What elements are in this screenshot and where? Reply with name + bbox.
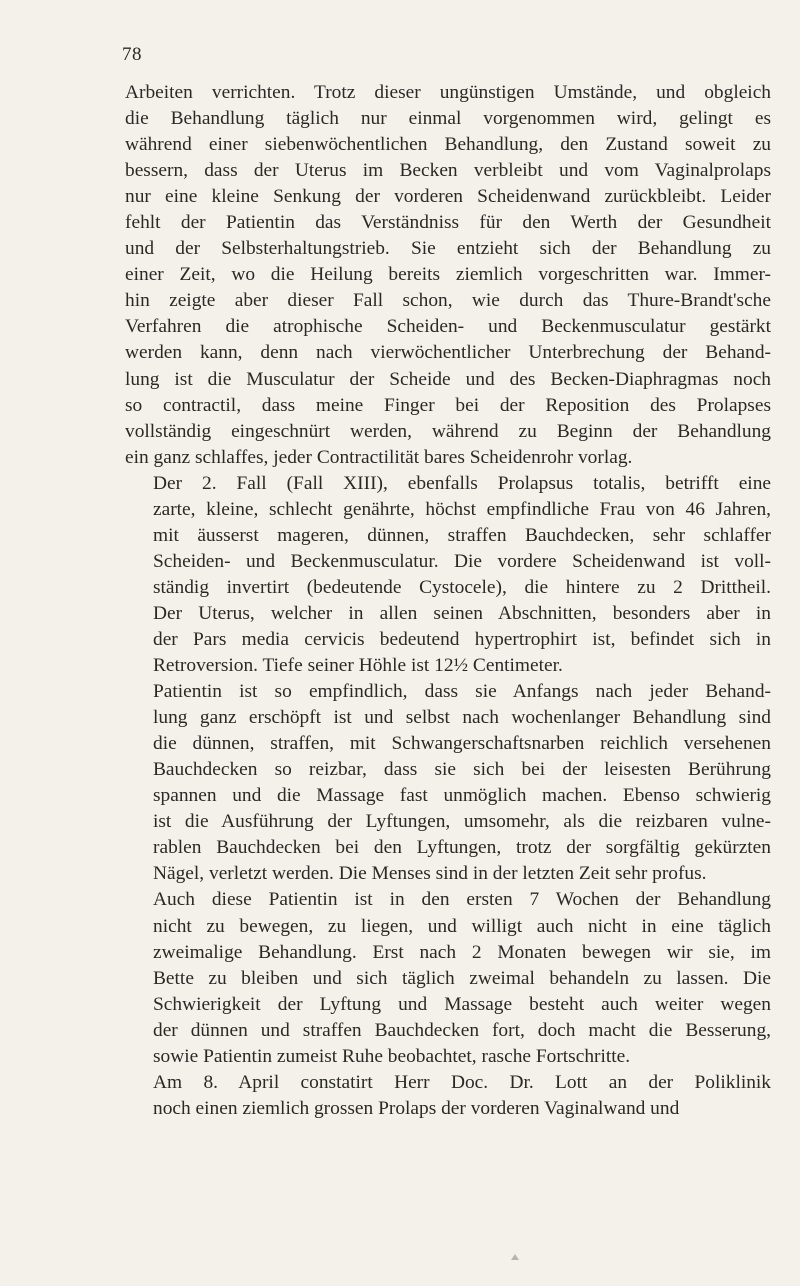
text-line: Retroversion. Tiefe seiner Höhle ist 12½ Centimeter.	[153, 655, 563, 677]
text-line: nur eine kleine Senkung der vorderen Scheidenwand zurückbleibt. Leider	[125, 186, 771, 208]
text-line: noch einen ziemlich grossen Prolaps der vorderen Vaginalwand und	[153, 1097, 680, 1119]
text-line: zweimalige Behandlung. Erst nach 2 Monaten bewegen wir sie, im	[153, 941, 771, 963]
text-line: Auch diese Patientin ist in den ersten 7 Wochen der Behandlung	[153, 889, 771, 911]
text-line: rablen Bauchdecken bei den Lyftungen, trotz der sorgfältig gekürzten	[153, 837, 771, 859]
text-line: lung ist die Musculatur der Scheide und des Becken-Diaphragmas noch	[125, 368, 771, 390]
text-line: zarte, kleine, schlecht genährte, höchst empfindliche Frau von 46 Jahren,	[153, 498, 771, 520]
text-line: und der Selbsterhaltungstrieb. Sie entzieht sich der Behandlung zu	[125, 238, 771, 260]
text-line: die dünnen, straffen, mit Schwangerschaftsnarben reichlich versehenen	[153, 733, 771, 755]
text-line: hin zeigte aber dieser Fall schon, wie durch das Thure-Brandt'sche	[125, 290, 771, 312]
paragraph-1	[125, 80, 771, 471]
paragraph-3	[125, 679, 771, 887]
text-line: ist die Ausführung der Lyftungen, umsomehr, als die reizbaren vulne-	[153, 811, 771, 833]
text-line: mit äusserst mageren, dünnen, straffen Bauchdecken, sehr schlaffer	[153, 524, 771, 546]
paragraph-2	[125, 471, 771, 679]
text-line: Am 8. April constatirt Herr Doc. Dr. Lott an der Poliklinik	[153, 1071, 771, 1093]
paragraph-5	[125, 1070, 771, 1122]
text-line: Nägel, verletzt werden. Die Menses sind in der letzten Zeit sehr profus.	[153, 863, 707, 885]
text-line: ständig invertirt (bedeutende Cystocele), die hintere zu 2 Drittheil.	[153, 576, 771, 598]
text-line: sowie Patientin zumeist Ruhe beobachtet, rasche Fortschritte.	[153, 1045, 631, 1067]
text-line: einer Zeit, wo die Heilung bereits ziemlich vorgeschritten war. Immer-	[125, 264, 771, 286]
text-line: nicht zu bewegen, zu liegen, und willigt auch nicht in eine täglich	[153, 915, 771, 937]
text-line: werden kann, denn nach vierwöchentlicher Unterbrechung der Behand-	[125, 342, 771, 364]
text-line: während einer siebenwöchentlichen Behandlung, den Zustand soweit zu	[125, 134, 771, 156]
text-line: Bauchdecken so reizbar, dass sie sich bei der leisesten Berührung	[153, 759, 771, 781]
text-line: fehlt der Patientin das Verständniss für den Werth der Gesundheit	[125, 212, 771, 234]
text-body	[125, 80, 771, 1122]
text-line: Verfahren die atrophische Scheiden- und Beckenmusculatur gestärkt	[125, 316, 771, 338]
text-line: Bette zu bleiben und sich täglich zweimal behandeln zu lassen. Die	[153, 967, 771, 989]
text-line: ein ganz schlaffes, jeder Contractilität bares Scheidenrohr vorlag.	[125, 446, 633, 468]
text-line: so contractil, dass meine Finger bei der Reposition des Prolapses	[125, 394, 771, 416]
text-line: Patientin ist so empfindlich, dass sie Anfangs nach jeder Behand-	[153, 681, 771, 703]
text-line: die Behandlung täglich nur einmal vorgenommen wird, gelingt es	[125, 108, 771, 130]
text-line: Schwierigkeit der Lyftung und Massage besteht auch weiter wegen	[153, 993, 771, 1015]
text-line: lung ganz erschöpft ist und selbst nach wochenlanger Behandlung sind	[153, 707, 771, 729]
page-number: 78	[122, 44, 142, 65]
text-line: Scheiden- und Beckenmusculatur. Die vordere Scheidenwand ist voll-	[153, 550, 771, 572]
text-line: Der 2. Fall (Fall XIII), ebenfalls Prolapsus totalis, betrifft eine	[153, 472, 771, 494]
text-line: vollständig eingeschnürt werden, während zu Beginn der Behandlung	[125, 420, 771, 442]
printers-mark	[511, 1254, 519, 1260]
text-line: bessern, dass der Uterus im Becken verbleibt und vom Vaginalprolaps	[125, 160, 771, 182]
text-line: der dünnen und straffen Bauchdecken fort, doch macht die Besserung,	[153, 1019, 771, 1041]
text-line: spannen und die Massage fast unmöglich machen. Ebenso schwierig	[153, 785, 771, 807]
paragraph-4	[125, 887, 771, 1069]
text-line: Der Uterus, welcher in allen seinen Abschnitten, besonders aber in	[153, 602, 771, 624]
text-line: Arbeiten verrichten. Trotz dieser ungünstigen Umstände, und obgleich	[125, 82, 771, 103]
text-line: der Pars media cervicis bedeutend hypertrophirt ist, befindet sich in	[153, 628, 771, 650]
